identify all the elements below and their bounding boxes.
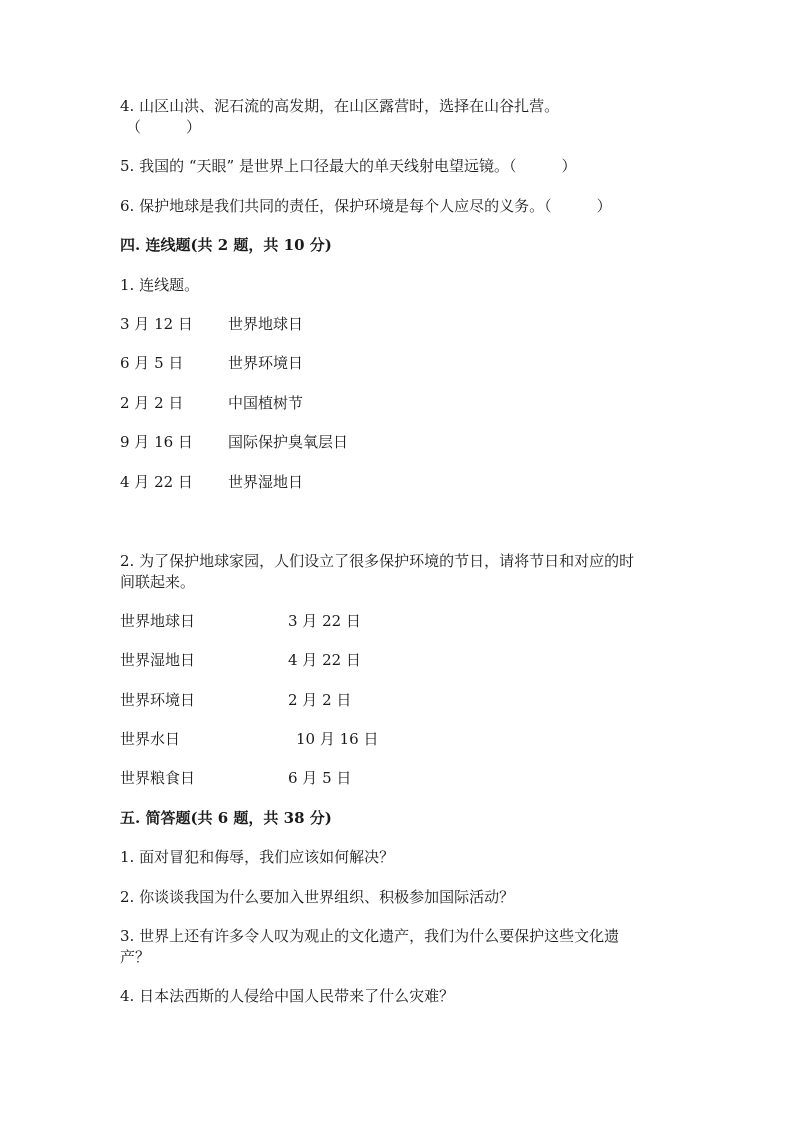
- short-answer-question-1: 1. 面对冒犯和侮辱，我们应该如何解决？: [120, 848, 395, 866]
- matching-q2-left-5[interactable]: 世界粮食日: [120, 769, 196, 787]
- document-page: [120, 0, 680, 1123]
- matching-question-1-prompt: 1. 连线题。: [120, 276, 200, 294]
- matching-q2-left-1[interactable]: 世界地球日: [120, 612, 196, 630]
- matching-q1-left-2[interactable]: 6 月 5 日: [120, 354, 184, 372]
- matching-q2-right-1[interactable]: 3 月 22 日: [288, 612, 361, 630]
- matching-q2-right-2[interactable]: 4 月 22 日: [288, 651, 361, 669]
- short-answer-question-3-cont: 产？: [120, 948, 151, 966]
- matching-q2-right-4[interactable]: 10 月 16 日: [296, 730, 379, 748]
- matching-question-2-prompt-cont: 间联起来。: [120, 573, 196, 591]
- section-heading-matching: 四. 连线题(共 2 题，共 10 分): [120, 236, 332, 254]
- matching-q1-left-1[interactable]: 3 月 12 日: [120, 315, 193, 333]
- short-answer-question-2: 2. 你谈谈我国为什么要加入世界组织、积极参加国际活动？: [120, 888, 515, 906]
- matching-q1-left-3[interactable]: 2 月 2 日: [120, 394, 184, 412]
- matching-q1-right-1[interactable]: 世界地球日: [228, 315, 304, 333]
- matching-q1-left-4[interactable]: 9 月 16 日: [120, 433, 193, 451]
- judgment-question-4: 4. 山区山洪、泥石流的高发期，在山区露营时，选择在山谷扎营。: [120, 97, 560, 115]
- matching-q2-right-5[interactable]: 6 月 5 日: [288, 769, 352, 787]
- judgment-question-5: 5. 我国的 “天眼” 是世界上口径最大的单天线射电望远镜。（ ）: [120, 157, 577, 175]
- matching-q1-right-4[interactable]: 国际保护臭氧层日: [228, 433, 349, 451]
- matching-q2-right-3[interactable]: 2 月 2 日: [288, 691, 352, 709]
- matching-q1-left-5[interactable]: 4 月 22 日: [120, 473, 193, 491]
- section-heading-short-answer: 五. 简答题(共 6 题，共 38 分): [120, 809, 332, 827]
- matching-q1-right-3[interactable]: 中国植树节: [228, 394, 304, 412]
- matching-q2-left-3[interactable]: 世界环境日: [120, 691, 196, 709]
- short-answer-question-3: 3. 世界上还有许多令人叹为观止的文化遗产，我们为什么要保护这些文化遗: [120, 927, 620, 945]
- matching-q1-right-5[interactable]: 世界湿地日: [228, 473, 304, 491]
- short-answer-question-4: 4. 日本法西斯的人侵给中国人民带来了什么灾难？: [120, 987, 455, 1005]
- judgment-question-6: 6. 保护地球是我们共同的责任，保护环境是每个人应尽的义务。（ ）: [120, 197, 612, 215]
- matching-question-2-prompt: 2. 为了保护地球家园，人们设立了很多保护环境的节日，请将节日和对应的时: [120, 552, 635, 570]
- answer-blank-4[interactable]: （ ）: [126, 118, 202, 136]
- matching-q2-left-4[interactable]: 世界水日: [120, 730, 181, 748]
- matching-q1-right-2[interactable]: 世界环境日: [228, 354, 304, 372]
- matching-q2-left-2[interactable]: 世界湿地日: [120, 651, 196, 669]
